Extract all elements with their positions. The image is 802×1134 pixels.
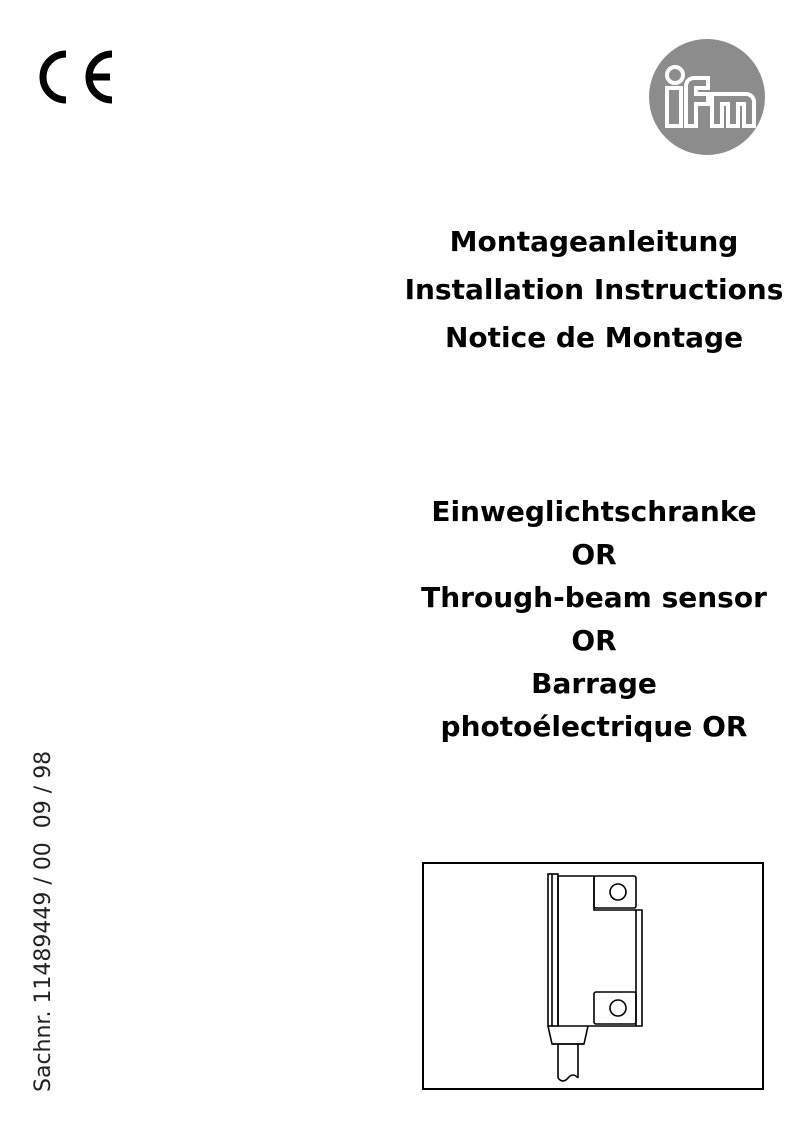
product-line-6: photoélectrique OR <box>440 710 748 743</box>
title-french: Notice de Montage <box>444 321 744 354</box>
ifm-logo-icon <box>648 38 766 156</box>
product-line-1: Einweglichtschranke <box>431 495 757 528</box>
title-german: Montageanleitung <box>449 225 739 258</box>
product-name-block <box>404 490 784 748</box>
through-beam-sensor-drawing <box>424 864 762 1088</box>
product-line-5: Barrage <box>531 667 657 700</box>
title-english: Installation Instructions <box>404 273 784 306</box>
ce-mark-icon <box>36 48 120 106</box>
product-line-3: Through-beam sensor <box>421 581 767 614</box>
product-line-2: OR <box>571 538 617 571</box>
title-block <box>404 218 784 362</box>
sensor-illustration-frame <box>422 862 764 1090</box>
article-number: Sachnr. 11489449 / 00 09 / 98 <box>31 750 56 1092</box>
product-line-4: OR <box>571 624 617 657</box>
